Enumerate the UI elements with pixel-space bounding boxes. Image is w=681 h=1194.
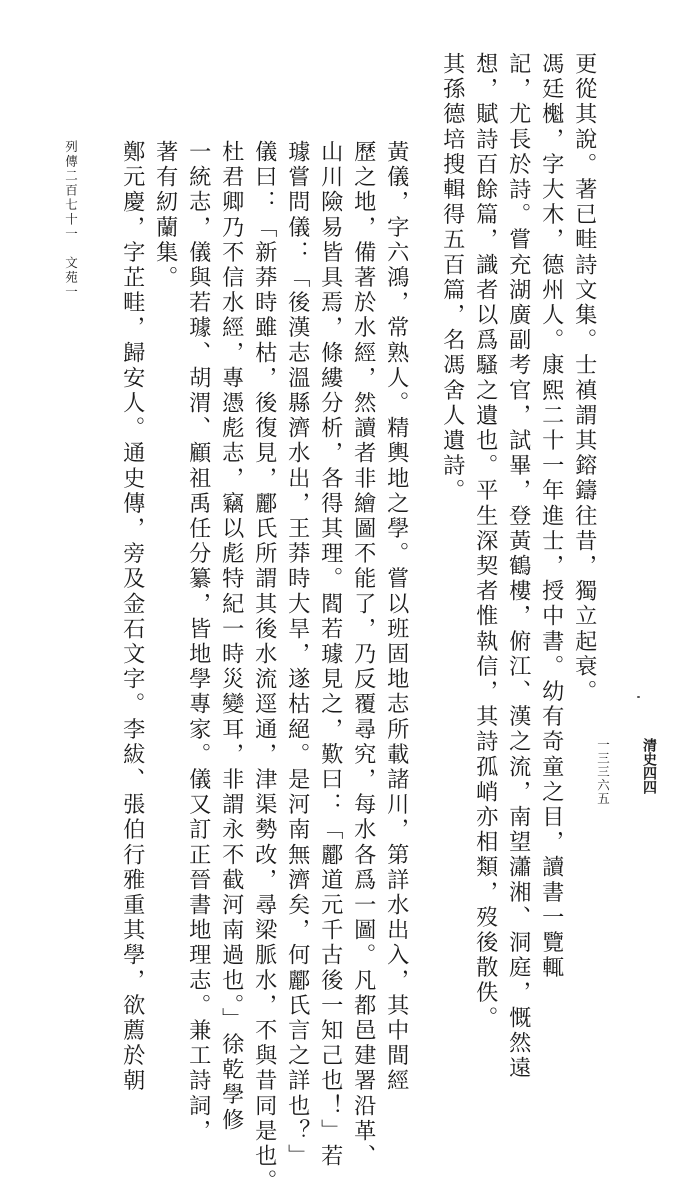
text-column-13: 著有紉蘭集。 xyxy=(152,140,179,291)
text-column-6: 黃儀，字六鴻，常熟人。精輿地之學。嘗以班固地志所載諸川，第詳水出入，其中間經 xyxy=(383,140,410,1094)
page-number: 一三三六五 xyxy=(595,738,611,806)
text-column-11: 杜君卿乃不信水經，專憑彪志，竊以彪特紀一時災變耳，非謂永不截河南過也。」徐乾學修 xyxy=(218,140,245,1133)
text-column-5: 其孫德培搜輯得五百篇，名馮舍人遺詩。 xyxy=(439,52,466,504)
margin-label: 清史四四 xyxy=(641,738,657,794)
text-column-10: 儀曰：「新莽時雖枯，後復見，酈氏所謂其後水流逕通，津渠勢改，尋梁脈水，不與昔同是也。 xyxy=(251,140,278,1194)
text-column-1: 更從其說。著已畦詩文集。士禛謂其鎔鑄往昔，獨立起衰。 xyxy=(571,52,598,705)
scan-speck xyxy=(637,696,640,698)
footer-title: 列傳二百七十一 文苑一 xyxy=(63,140,79,300)
text-column-4: 想，賦詩百餘篇，識者以爲騷之遺也。平生深契者惟執信，其詩孤峭亦相類，歿後散佚。 xyxy=(472,52,499,1031)
text-column-12: 一統志，儀與若璩、胡渭、顧祖禹任分纂，皆地學專家。儀又訂正晉書地理志。兼工詩詞， xyxy=(185,140,212,1144)
text-column-3: 記，尤長於詩。嘗充湖廣副考官，試畢，登黃鶴樓，俯江、漢之流，南望瀟湘、洞庭，慨然遠 xyxy=(505,52,532,1082)
text-column-14: 鄭元慶，字芷畦，歸安人。通史傳，旁及金石文字。李紱、張伯行雅重其學，欲薦於朝 xyxy=(119,140,146,1094)
text-column-7: 歷之地，備著於水經，然讀者非繪圖不能了，乃反覆尋究，每水各爲一圖。凡都邑建署沿革、 xyxy=(350,140,377,1170)
text-column-9: 璩嘗問儀：「後漢志溫縣濟水出，王莽時大旱，遂枯絕。是河南無濟矣，何酈氏言之詳也？」 xyxy=(284,140,311,1170)
text-column-2: 馮廷櫆，字大木，德州人。康熙二十一年進士，授中書。幼有奇童之目，讀書一覽輒 xyxy=(538,52,565,981)
text-column-8: 山川險易皆具焉，條縷分析，各得其理。閻若璩見之，歎曰：「酈道元千古後一知己也！」若 xyxy=(317,140,344,1170)
